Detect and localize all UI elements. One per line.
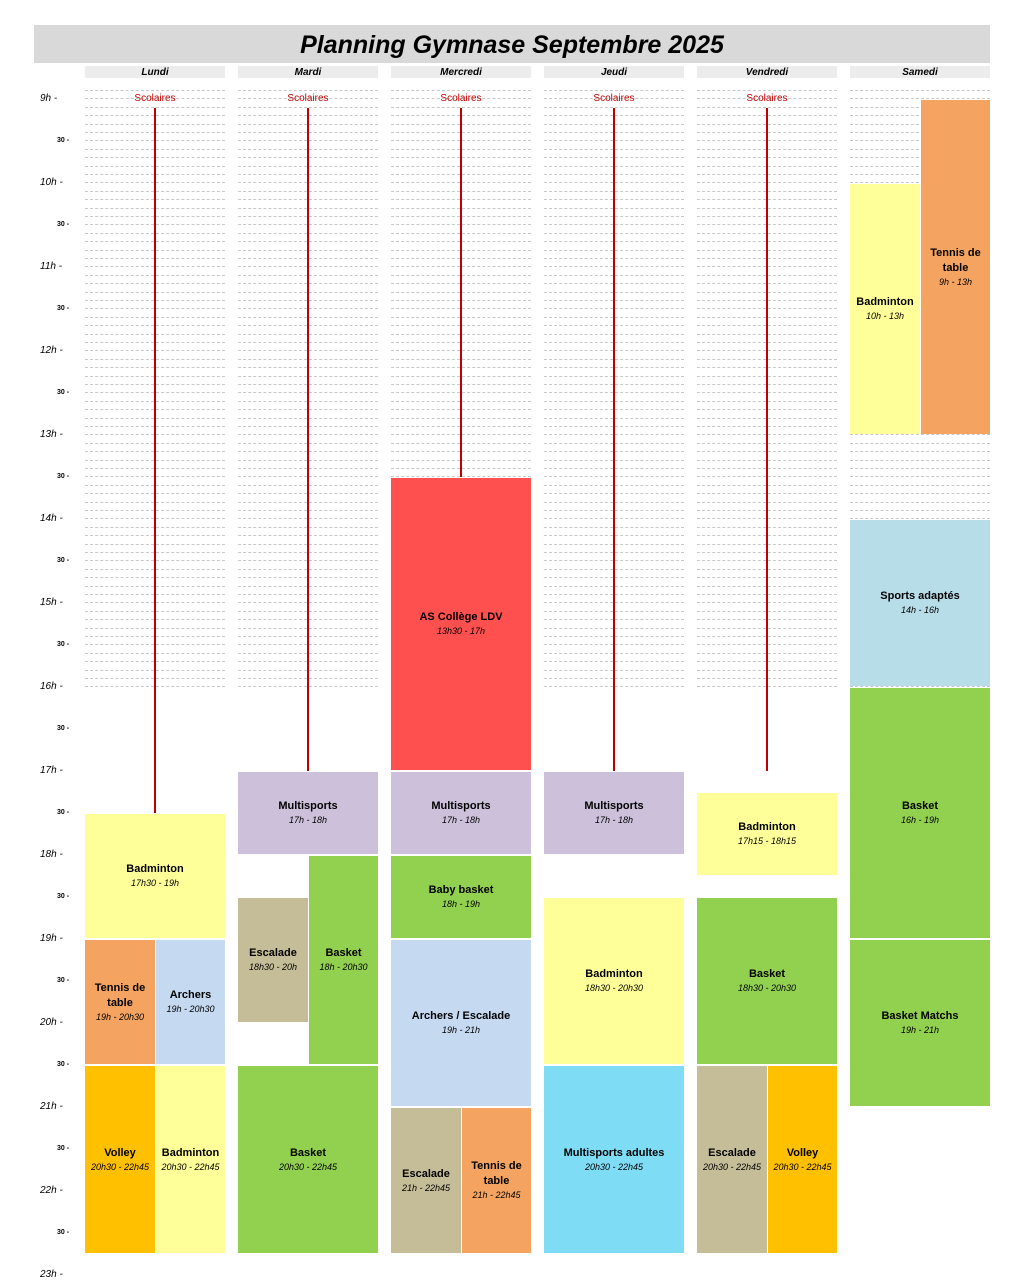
half-hour-label: 30 - bbox=[57, 641, 70, 648]
half-hour-label: 30 - bbox=[57, 893, 70, 900]
event-name: AS Collège LDV bbox=[419, 611, 503, 623]
event-name: Tennis de table bbox=[94, 981, 146, 1009]
event-time: 20h30 - 22h45 bbox=[702, 1161, 762, 1172]
day-header-mardi: Mardi bbox=[238, 66, 378, 78]
half-hour-label: 30 - bbox=[57, 809, 70, 816]
hour-label: 19h - bbox=[40, 933, 63, 944]
event-time: 16h - 19h bbox=[900, 815, 940, 825]
event-basket[interactable] bbox=[697, 898, 837, 1064]
half-hour-label: 30 - bbox=[57, 473, 70, 480]
event-name: Multisports bbox=[278, 800, 338, 812]
event-basket[interactable] bbox=[238, 1066, 378, 1253]
event-time: 21h - 22h45 bbox=[472, 1190, 521, 1200]
event-time: 17h - 18h bbox=[288, 815, 328, 825]
grid-line bbox=[850, 460, 990, 461]
page-title: Planning Gymnase Septembre 2025 bbox=[300, 31, 724, 59]
event-name: Multisports bbox=[431, 800, 491, 812]
event-escalade[interactable] bbox=[391, 1108, 461, 1253]
event-time: 19h - 21h bbox=[900, 1025, 940, 1035]
hour-label: 22h - bbox=[40, 1185, 63, 1196]
event-time: 19h - 21h bbox=[441, 1025, 481, 1035]
half-hour-label: 30 - bbox=[57, 389, 70, 396]
event-badminton[interactable] bbox=[156, 1066, 225, 1253]
event-tennis-de-table[interactable] bbox=[462, 1108, 531, 1253]
event-time: 20h30 - 22h45 bbox=[161, 1161, 220, 1172]
event-time: 18h30 - 20h bbox=[248, 962, 298, 972]
event-time: 14h - 16h bbox=[900, 605, 940, 615]
event-multisports[interactable] bbox=[238, 772, 378, 854]
scolaires-label: Scolaires bbox=[440, 93, 482, 104]
event-multisports-adultes[interactable] bbox=[544, 1066, 684, 1253]
event-name: Badminton bbox=[856, 296, 914, 308]
event-multisports[interactable] bbox=[544, 772, 684, 854]
event-time: 19h - 20h30 bbox=[95, 1011, 145, 1022]
grid-line bbox=[850, 502, 990, 503]
event-name: Archers bbox=[169, 989, 212, 1001]
event-time: 18h - 19h bbox=[441, 899, 481, 909]
event-name: Baby basket bbox=[428, 884, 494, 896]
hour-label: 11h - bbox=[40, 261, 63, 272]
event-time: 20h30 - 22h45 bbox=[584, 1161, 644, 1172]
hour-label: 15h - bbox=[40, 597, 63, 608]
event-as-college-ldv[interactable] bbox=[391, 478, 531, 770]
event-time: 21h - 22h45 bbox=[401, 1182, 451, 1193]
grid-line bbox=[238, 90, 378, 91]
day-header-jeudi: Jeudi bbox=[544, 66, 684, 78]
grid-line bbox=[850, 451, 990, 452]
event-name: Escalade bbox=[249, 947, 297, 959]
event-archers-escalade[interactable] bbox=[391, 940, 531, 1106]
event-baby-basket[interactable] bbox=[391, 856, 531, 938]
grid-line bbox=[850, 468, 990, 469]
event-name: Basket bbox=[325, 947, 362, 959]
event-badminton[interactable] bbox=[544, 898, 684, 1064]
hour-label: 10h - bbox=[40, 177, 63, 188]
day-header-samedi: Samedi bbox=[850, 66, 990, 78]
event-time: 13h30 - 17h bbox=[436, 626, 486, 636]
scolaires-line bbox=[613, 108, 615, 771]
event-time: 9h - 13h bbox=[938, 276, 973, 287]
half-hour-label: 30 - bbox=[57, 221, 70, 228]
event-basket[interactable] bbox=[850, 688, 990, 938]
hour-label: 12h - bbox=[40, 345, 63, 356]
hour-label: 18h - bbox=[40, 849, 63, 860]
event-badminton[interactable] bbox=[85, 814, 225, 938]
half-hour-label: 30 - bbox=[57, 977, 70, 984]
grid-line bbox=[850, 90, 990, 91]
grid-line bbox=[391, 90, 531, 91]
grid-line bbox=[850, 510, 990, 511]
scolaires-label: Scolaires bbox=[134, 93, 176, 104]
half-hour-label: 30 - bbox=[57, 137, 70, 144]
event-name: Volley bbox=[104, 1146, 136, 1159]
event-name: Badminton bbox=[126, 863, 184, 875]
event-time: 10h - 13h bbox=[865, 311, 905, 321]
event-volley[interactable] bbox=[768, 1066, 837, 1253]
grid-line bbox=[85, 90, 225, 91]
grid-line bbox=[850, 434, 990, 435]
event-time: 18h30 - 20h30 bbox=[737, 983, 797, 993]
event-basket-matchs[interactable] bbox=[850, 940, 990, 1106]
hour-label: 14h - bbox=[40, 513, 63, 524]
grid-line bbox=[850, 476, 990, 477]
scolaires-label: Scolaires bbox=[746, 93, 788, 104]
half-hour-label: 30 - bbox=[57, 557, 70, 564]
scolaires-label: Scolaires bbox=[593, 93, 635, 104]
grid-line bbox=[850, 485, 990, 486]
event-time: 20h30 - 22h45 bbox=[773, 1161, 832, 1172]
event-name: Basket bbox=[748, 968, 786, 980]
hour-label: 23h - bbox=[40, 1269, 63, 1280]
day-header-mercredi: Mercredi bbox=[391, 66, 531, 78]
event-badminton[interactable] bbox=[697, 793, 837, 875]
grid-line bbox=[850, 98, 990, 99]
event-name: Basket bbox=[289, 1146, 327, 1159]
event-name: Basket Matchs bbox=[881, 1010, 959, 1022]
event-time: 18h30 - 20h30 bbox=[584, 983, 644, 993]
hour-label: 21h - bbox=[40, 1101, 63, 1112]
event-escalade[interactable] bbox=[238, 898, 308, 1022]
event-name: Multisports bbox=[584, 800, 644, 812]
half-hour-label: 30 - bbox=[57, 1229, 70, 1236]
event-archers[interactable] bbox=[156, 940, 225, 1064]
day-header-lundi: Lundi bbox=[85, 66, 225, 78]
event-time: 17h30 - 19h bbox=[130, 878, 180, 888]
event-time: 18h - 20h30 bbox=[319, 962, 368, 972]
event-name: Escalade bbox=[402, 1167, 450, 1180]
event-time: 20h30 - 22h45 bbox=[90, 1161, 150, 1172]
scolaires-line bbox=[460, 108, 462, 477]
hour-label: 9h - bbox=[40, 93, 58, 104]
hour-label: 16h - bbox=[40, 681, 63, 692]
event-name: Archers / Escalade bbox=[411, 1010, 511, 1022]
scolaires-label: Scolaires bbox=[287, 93, 329, 104]
event-time: 17h15 - 18h15 bbox=[737, 836, 797, 846]
half-hour-label: 30 - bbox=[57, 305, 70, 312]
event-badminton[interactable] bbox=[850, 184, 920, 434]
hour-label: 20h - bbox=[40, 1017, 63, 1028]
event-time: 19h - 20h30 bbox=[166, 1004, 215, 1014]
grid-line bbox=[850, 686, 990, 687]
scolaires-line bbox=[766, 108, 768, 771]
scolaires-line bbox=[154, 108, 156, 813]
event-volley[interactable] bbox=[85, 1066, 155, 1253]
event-name: Escalade bbox=[708, 1146, 756, 1159]
grid-line bbox=[697, 90, 837, 91]
hour-label: 17h - bbox=[40, 765, 63, 776]
scolaires-line bbox=[307, 108, 309, 771]
event-time: 17h - 18h bbox=[441, 815, 481, 825]
event-name: Multisports adultes bbox=[563, 1146, 665, 1159]
event-name: Tennis de table bbox=[930, 246, 981, 274]
event-name: Badminton bbox=[585, 968, 643, 980]
grid-line bbox=[544, 90, 684, 91]
grid-line bbox=[850, 443, 990, 444]
hour-label: 13h - bbox=[40, 429, 63, 440]
half-hour-label: 30 - bbox=[57, 1061, 70, 1068]
half-hour-label: 30 - bbox=[57, 725, 70, 732]
event-name: Tennis de table bbox=[471, 1160, 522, 1187]
half-hour-label: 30 - bbox=[57, 1145, 70, 1152]
event-name: Basket bbox=[901, 800, 939, 812]
event-time: 20h30 - 22h45 bbox=[278, 1161, 338, 1172]
event-escalade[interactable] bbox=[697, 1066, 767, 1253]
event-time: 17h - 18h bbox=[594, 815, 634, 825]
event-multisports[interactable] bbox=[391, 772, 531, 854]
event-name: Badminton bbox=[161, 1146, 220, 1159]
grid-line bbox=[850, 493, 990, 494]
event-basket[interactable] bbox=[309, 856, 378, 1064]
day-header-vendredi: Vendredi bbox=[697, 66, 837, 78]
event-tennis-de-table[interactable] bbox=[921, 100, 990, 434]
event-name: Volley bbox=[786, 1146, 819, 1159]
event-name: Badminton bbox=[738, 821, 796, 833]
event-tennis-de-table[interactable] bbox=[85, 940, 155, 1064]
title-bar bbox=[34, 25, 990, 63]
grid-line bbox=[850, 518, 990, 519]
event-sports-adaptes[interactable] bbox=[850, 520, 990, 686]
event-name: Sports adaptés bbox=[880, 590, 960, 602]
